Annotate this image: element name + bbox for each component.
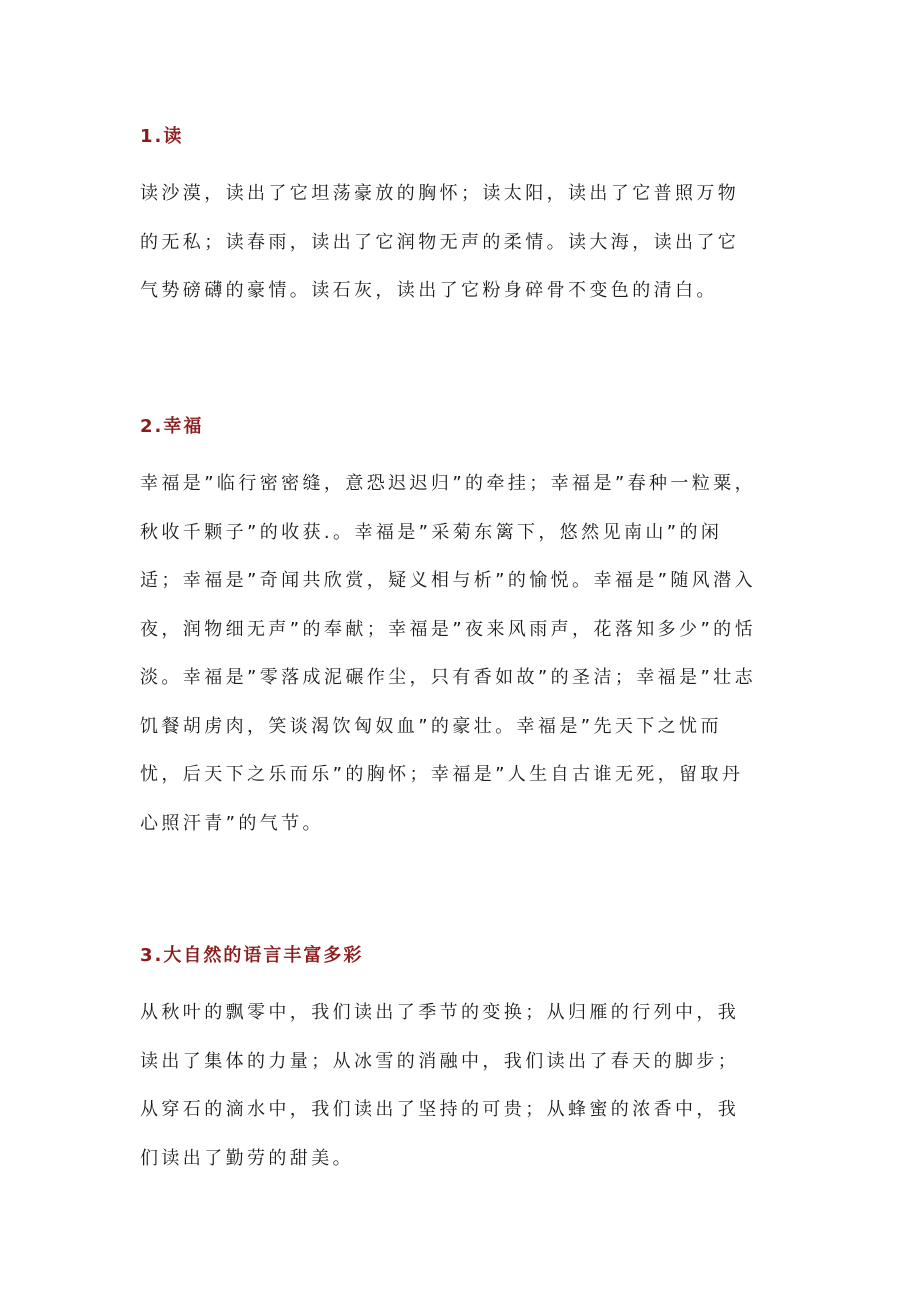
section-body [140, 989, 790, 1183]
text-line: 们读出了勤劳的甜美。 [140, 1147, 354, 1169]
text-line: 忧，后天下之乐而乐”的胸怀；幸福是”人生自古谁无死，留取丹 [140, 764, 744, 785]
section-heading: 2.幸福 [140, 416, 204, 437]
text-line: 从穿石的滴水中，我们读出了坚持的可贵；从蜂蜜的浓香中，我 [140, 1099, 740, 1120]
section-reading [140, 124, 790, 316]
section-happiness [140, 414, 790, 848]
text-line: 秋收千颗子”的收获.。幸福是”采菊东篱下，悠然见南山”的闲 [140, 521, 723, 543]
text-line: 的无私；读春雨，读出了它润物无声的柔情。读大海，读出了它 [140, 231, 740, 253]
text-line: 适；幸福是”奇闻共欣赏，疑义相与析”的愉悦。幸福是”随风潜入 [140, 570, 756, 591]
text-line: 幸福是”临行密密缝，意恐迟迟归”的牵挂；幸福是”春种一粒粟， [140, 473, 756, 494]
text-line: 从秋叶的飘零中，我们读出了季节的变换；从归雁的行列中，我 [140, 1002, 740, 1023]
section-body [140, 170, 790, 316]
text-line: 心照汗青”的气节。 [140, 812, 324, 834]
text-line: 读沙漠，读出了它坦荡豪放的胸怀；读太阳，读出了它普照万物 [140, 183, 740, 204]
section-heading: 3.大自然的语言丰富多彩 [140, 945, 364, 966]
text-line: 夜，润物细无声”的奉献；幸福是”夜来风雨声，花落知多少”的恬 [140, 618, 756, 640]
section-heading: 1.读 [140, 126, 184, 147]
text-line: 气势磅礴的豪情。读石灰，读出了它粉身碎骨不变色的清白。 [140, 280, 718, 301]
text-line: 读出了集体的力量；从冰雪的消融中，我们读出了春天的脚步； [140, 1050, 740, 1072]
section-body [140, 460, 790, 848]
section-nature-language [140, 943, 790, 1183]
text-line: 淡。幸福是”零落成泥碾作尘，只有香如故”的圣洁；幸福是”壮志 [140, 667, 756, 688]
text-line: 饥餐胡虏肉，笑谈渴饮匈奴血”的豪壮。幸福是”先天下之忧而 [140, 715, 722, 737]
